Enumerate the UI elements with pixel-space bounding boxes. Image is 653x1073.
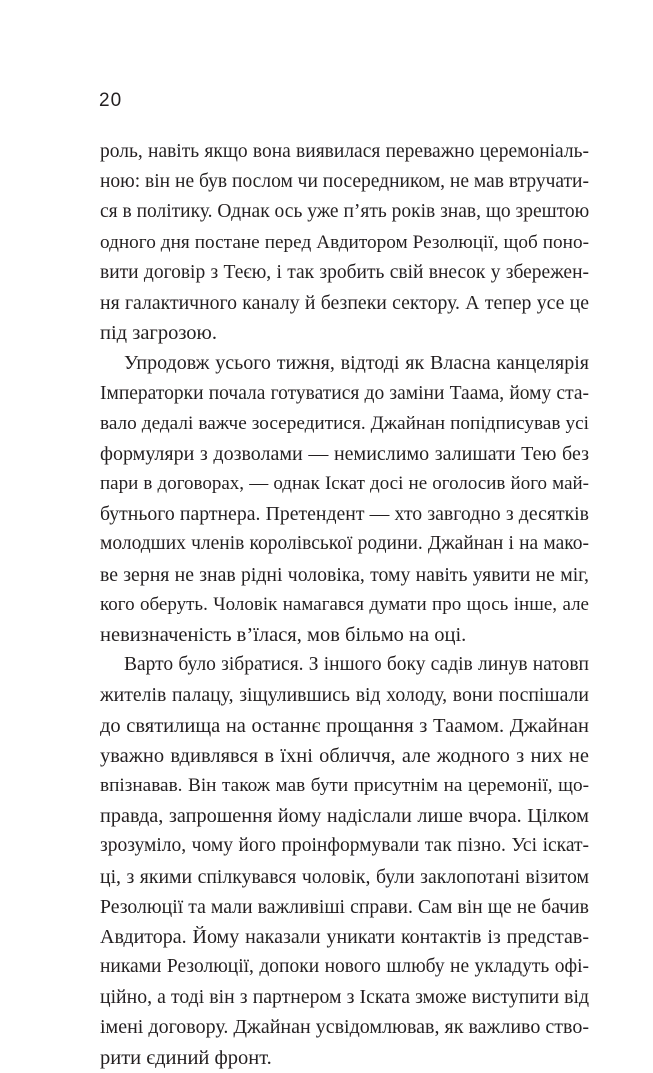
text-line: формуляри з дозволами — немислимо залишати Тею без [100,442,589,465]
text-line: вало дедалі важче зосередитися. Джайнан попідписував усі [100,412,589,434]
text-line: роль, навіть якщо вона виявилася переважно церемоніаль- [100,141,589,162]
text-line: впізнавав. Він також мав бути присутнім на церемонії, що- [100,774,589,796]
text-line: вити договір з Теєю, і так зробить свій внесок у збережен- [100,261,589,283]
text-line: під загрозою. [100,322,217,345]
text-line: ня галактичного каналу й безпеки сектору. А тепер усе це [100,291,589,314]
text-line: пари в договорах, — однак Іскат досі не оголосив його май- [100,473,589,495]
text-line: уважно вдивлявся в їхні обличчя, але жодного з них не [100,744,589,767]
paragraph [100,348,589,650]
text-line: до святилища на останнє прощання з Таамом. Джайнан [100,714,589,737]
text-line: бутнього партнера. Претендент — хто завгодно з десятків [100,503,589,526]
text-line: одного дня постане перед Авдитором Резолюції, щоб поно- [100,231,589,253]
text-line: Резолюції та мали важливіші справи. Сам він ще не бачив [100,895,589,918]
page-number: 20 [99,90,123,111]
text-line: никами Резолюції, допоки нового шлюбу не укладуть офі- [100,956,589,978]
body-text [100,137,589,1073]
text-line: кого оберуть. Чоловік намагався думати про щось інше, але [100,593,589,615]
text-line: зрозуміло, чому його проінформували так пізно. Усі іскат- [100,835,589,857]
text-line: ці, з якими спілкувався чоловік, були заклопотані візитом [100,865,589,888]
text-line: Упродовж усього тижня, відтоді як Власна канцелярія [124,352,589,375]
text-line: ве зерня не знав рідні чоловіка, тому навіть уявити не міг, [100,563,589,586]
text-line: рити єдиний фронт. [100,1046,272,1069]
text-line: імені договору. Джайнан усвідомлював, як важливо ство- [100,1016,589,1039]
paragraph [100,137,589,348]
text-line: ною: він не був послом чи посередником, не мав втручати- [100,171,589,193]
text-line: Авдитора. Йому наказали уникати контактів із представ- [100,925,589,948]
text-line: правда, запрошення йому надіслали лише вчора. Цілком [100,805,589,828]
text-line: молодших членів королівської родини. Джайнан і на мако- [100,533,589,555]
text-line: ся в політику. Однак ось уже п’ять років знав, що зрештою [100,201,590,223]
text-line: невизначеність в’їлася, мов більмо на оці. [100,624,467,646]
paragraph [100,650,589,1073]
text-line: ційно, а тоді він з партнером з Іската зможе виступити від [100,986,589,1009]
text-line: Імператорки почала готуватися до заміни Таама, йому ста- [100,382,589,404]
text-line: жителів палацу, зіщулившись від холоду, вони поспішали [100,684,589,707]
text-line: Варто було зібратися. З іншого боку садів линув натовп [124,654,589,676]
